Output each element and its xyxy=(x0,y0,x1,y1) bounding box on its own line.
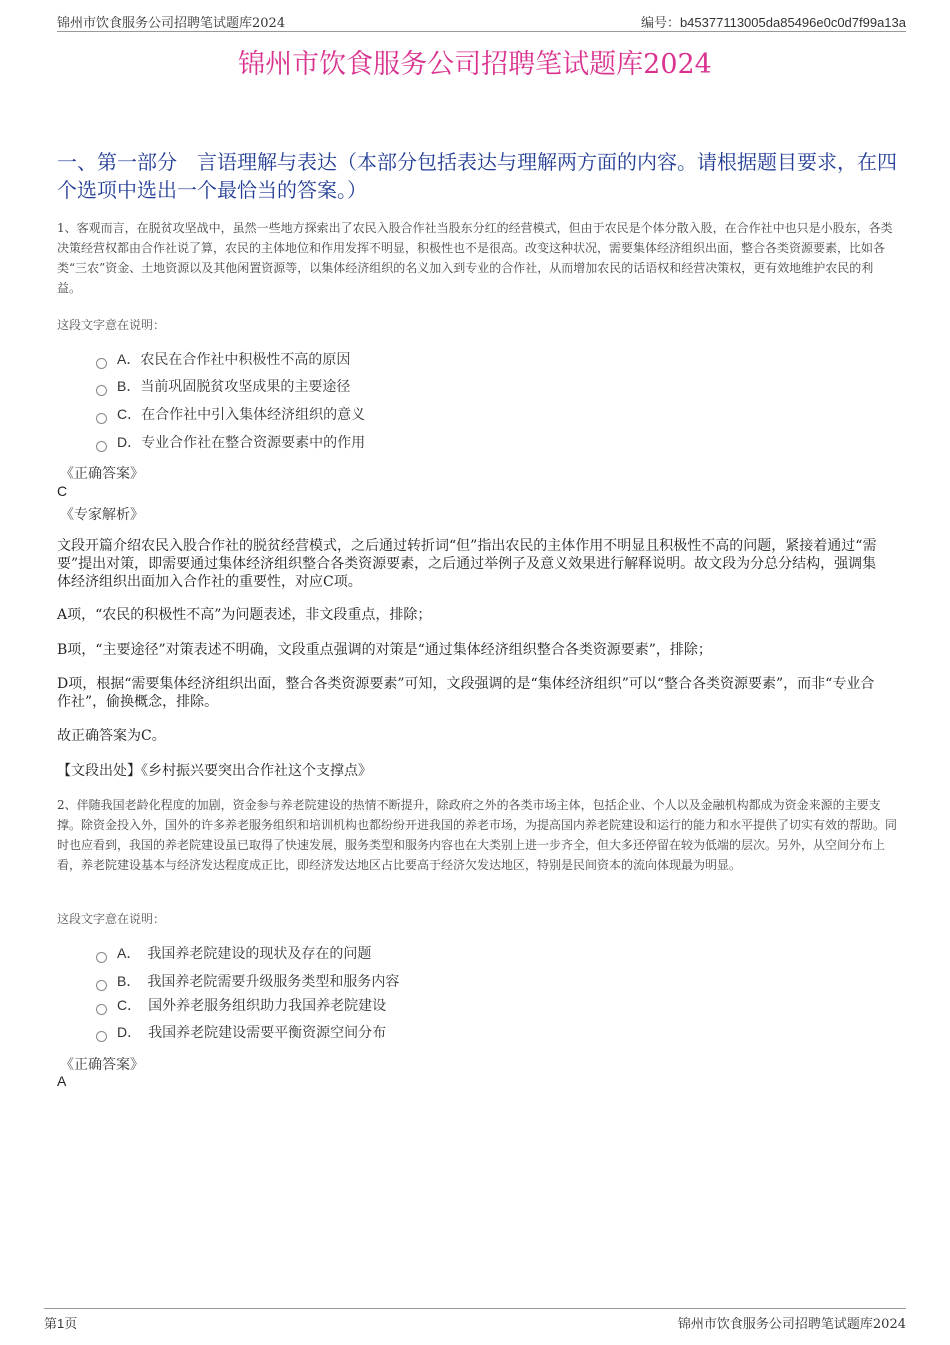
option-text: ． 国外养老服务组织助力我国养老院建设 xyxy=(127,998,387,1014)
analysis-paragraph: D项，根据“需要集体经济组织出面，整合各类资源要素”可知，文段强调的是“集体经济组织”可以“整合各类资源要素”，而非“专业合作社”，偷换概念，排除。 xyxy=(57,676,875,710)
analysis-paragraph: B项，“主要途径”对策表述不明确，文段重点强调的对策是“通过集体经济组织整合各类资源要素”，排除； xyxy=(57,642,712,658)
question-1-analysis-label: 《专家解析》 xyxy=(60,507,144,523)
header-divider xyxy=(57,31,906,32)
question-1-answer-label: 《正确答案》 xyxy=(60,466,144,482)
radio-icon[interactable] xyxy=(96,952,107,963)
option-letter: C xyxy=(117,997,128,1013)
option-text: ．在合作社中引入集体经济组织的意义 xyxy=(127,407,366,423)
analysis-paragraph: 文段开篇介绍农民入股合作社的脱贫经营模式，之后通过转折词“但”指出农民的主体作用不明显且积极性不高的问题，紧接着通过“需要”提出对策，即需要通过集体经济组织整合各类资源要素，之后通过举例子及意义效果进行解释说明。故文段为分总分结构，强调集体经济组织出面加入合作社的重要性，对应C项。 xyxy=(57,538,877,590)
question-2-prompt: 这段文字意在说明： xyxy=(57,912,166,926)
header-id-value: b45377113005da85496e0c0d7f99a13a xyxy=(679,15,906,30)
section-heading: 一、第一部分 言语理解与表达（本部分包括表达与理解两方面的内容。请根据题目要求，在四个选项中选出一个最恰当的答案。） xyxy=(57,150,897,202)
page-title: 锦州市饮食服务公司招聘笔试题库2024 xyxy=(238,49,712,80)
header-doc-title: 锦州市饮食服务公司招聘笔试题库2024 xyxy=(57,16,286,31)
question-2-text: 2、伴随我国老龄化程度的加剧，资金参与养老院建设的热情不断提升，除政府之外的各类市场主体，包括企业、个人以及金融机构都成为资金来源的主要支撑。除资金投入外，国外的许多养老服务组织和培训机构也都纷纷开进我国的养老市场，为提高国内养老院建设和运行的能力和水平提供了切实有效的帮助。同时也应看到，我国的养老院建设虽已取得了快速发展，服务类型和服务内容也在大类别上进一步齐全，但大多还停留在较为低端的层次。另外，从空间分布上看，养老院建设基本与经济发达程度成正比，即经济发达地区占比要高于经济欠发达地区，特别是民间资本的流向体现最为明显。 xyxy=(57,798,898,872)
question-2-option-a[interactable] xyxy=(96,942,371,964)
analysis-paragraph: 故正确答案为C。 xyxy=(57,728,166,744)
question-2-option-d[interactable] xyxy=(96,1021,386,1043)
footer-divider xyxy=(44,1308,906,1309)
question-2-answer-label: 《正确答案》 xyxy=(60,1057,144,1073)
footer-page-number xyxy=(44,1313,77,1332)
question-1-option-a[interactable] xyxy=(96,348,350,370)
radio-icon[interactable] xyxy=(96,358,107,369)
option-text: ． 我国养老院建设的现状及存在的问题 xyxy=(126,946,372,962)
option-text: ．当前巩固脱贫攻坚成果的主要途径 xyxy=(126,379,351,395)
question-1-prompt: 这段文字意在说明： xyxy=(57,318,166,332)
question-1-option-b[interactable] xyxy=(96,375,350,397)
header-id-label: 编号： xyxy=(640,16,680,31)
page-suffix: 页 xyxy=(64,1317,78,1332)
radio-icon[interactable] xyxy=(96,1004,107,1015)
page-prefix: 第 xyxy=(44,1317,58,1332)
question-1-text: 1、客观而言，在脱贫攻坚战中，虽然一些地方探索出了农民入股合作社当股东分红的经营模式，但由于农民是个体分散入股，在合作社中也只是小股东，各类决策经营权都由合作社说了算，农民的主体地位和作用发挥不明显，积极性也不是很高。改变这种状况，需要集体经济组织出面，整合各类资源要素，比如各类“三农”资金、土地资源以及其他闲置资源等，以集体经济组织的名义加入到专业的合作社，从而增加农民的话语权和经营决策权，更有效地维护农民的利益。 xyxy=(57,221,893,295)
option-letter: D xyxy=(117,1024,128,1040)
option-text: ．农民在合作社中积极性不高的原因 xyxy=(126,352,351,368)
question-1-option-d[interactable] xyxy=(96,431,365,453)
page-number: 1 xyxy=(57,1316,65,1331)
question-1-source: 【文段出处】《乡村振兴要突出合作社这个支撑点》 xyxy=(57,763,372,779)
radio-icon[interactable] xyxy=(96,1031,107,1042)
footer-doc-title: 锦州市饮食服务公司招聘笔试题库2024 xyxy=(677,1317,906,1332)
radio-icon[interactable] xyxy=(96,980,107,991)
analysis-paragraph: A项，“农民的积极性不高”为问题表述，非文段重点，排除； xyxy=(57,607,432,623)
option-letter: B xyxy=(117,378,127,394)
option-text: ． 我国养老院建设需要平衡资源空间分布 xyxy=(127,1025,387,1041)
option-letter: A xyxy=(117,351,127,367)
option-text: ．专业合作社在整合资源要素中的作用 xyxy=(127,435,366,451)
question-2-answer: A xyxy=(57,1073,67,1089)
option-letter: B xyxy=(117,973,127,989)
question-1-answer: C xyxy=(57,483,68,499)
question-2-option-b[interactable] xyxy=(96,970,399,992)
option-letter: A xyxy=(117,945,127,961)
radio-icon[interactable] xyxy=(96,385,107,396)
option-letter: D xyxy=(117,434,128,450)
option-text: ． 我国养老院需要升级服务类型和服务内容 xyxy=(126,974,400,990)
radio-icon[interactable] xyxy=(96,413,107,424)
radio-icon[interactable] xyxy=(96,441,107,452)
question-2-option-c[interactable] xyxy=(96,994,386,1016)
header-doc-id xyxy=(641,12,906,31)
question-1-option-c[interactable] xyxy=(96,403,365,425)
option-letter: C xyxy=(117,406,128,422)
